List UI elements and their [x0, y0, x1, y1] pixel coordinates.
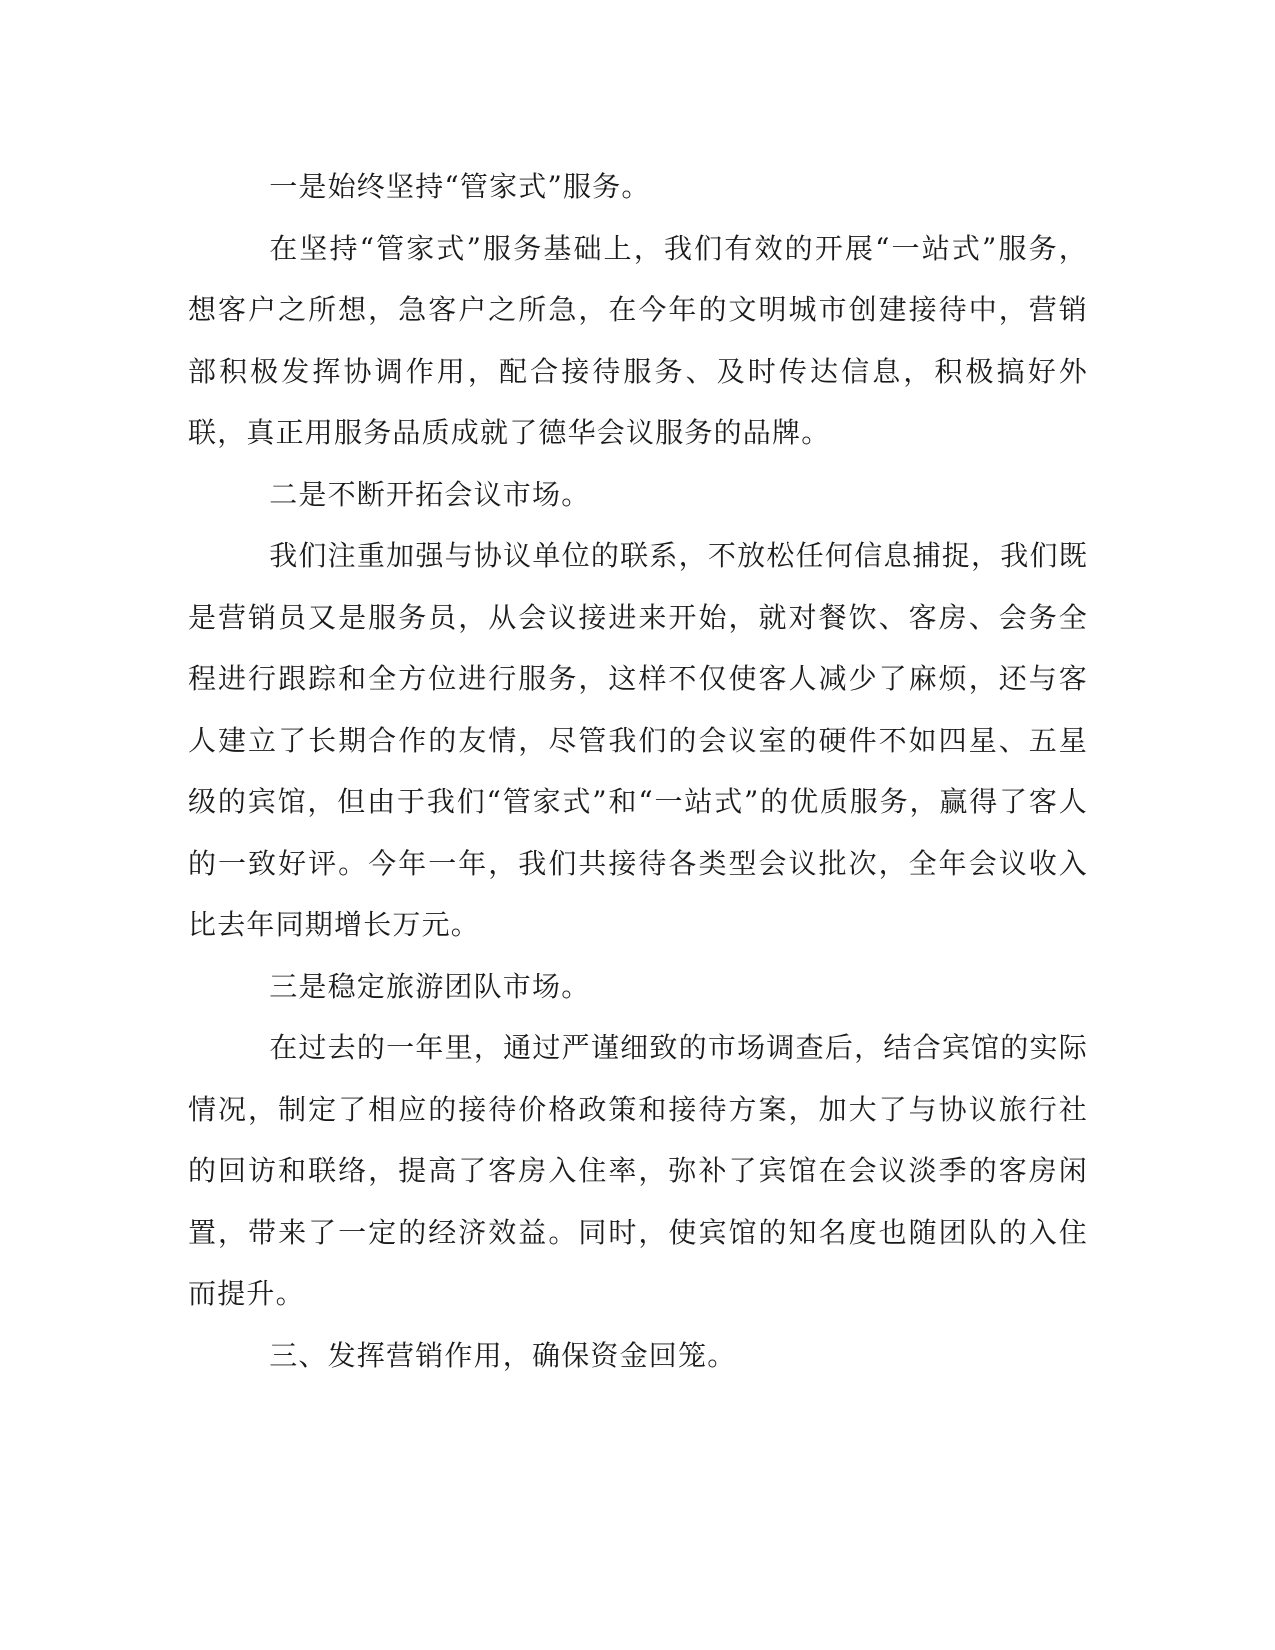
paragraph-body-3: 在过去的一年里，通过严谨细致的市场调查后，结合宾馆的实际情况，制定了相应的接待价格政策和接待方案，加大了与协议旅行社的回访和联络，提高了客房入住率，弥补了宾馆在会议淡季的客房闲置，带来了一定的经济效益。同时，使宾馆的知名度也随团队的入住而提升。: [188, 1031, 1088, 1310]
paragraph-heading-3: 三是稳定旅游团队市场。: [269, 969, 591, 1003]
paragraph-heading-4: 三、发挥营销作用，确保资金回笼。: [269, 1338, 737, 1372]
paragraph-heading-1: 一是始终坚持“管家式”服务。: [269, 170, 651, 203]
paragraph-body-2: 我们注重加强与协议单位的联系，不放松任何信息捕捉，我们既是营销员又是服务员，从会议接进来开始，就对餐饮、客房、会务全程进行跟踪和全方位进行服务，这样不仅使客人减少了麻烦，还与客人建立了长期合作的友情，尽管我们的会议室的硬件不如四星、五星级的宾馆，但由于我们“管家式”和“一站式”的优质服务，赢得了客人的一致好评。今年一年，我们共接待各类型会议批次，全年会议收入比去年同期增长万元。: [188, 539, 1088, 941]
paragraph-body-1: 在坚持“管家式”服务基础上，我们有效的开展“一站式”服务，想客户之所想，急客户之所急，在今年的文明城市创建接待中，营销部积极发挥协调作用，配合接待服务、及时传达信息，积极搞好外联，真正用服务品质成就了德华会议服务的品牌。: [188, 231, 1088, 449]
document-body: [188, 156, 1088, 1386]
paragraph-heading-2: 二是不断开拓会议市场。: [269, 477, 591, 511]
